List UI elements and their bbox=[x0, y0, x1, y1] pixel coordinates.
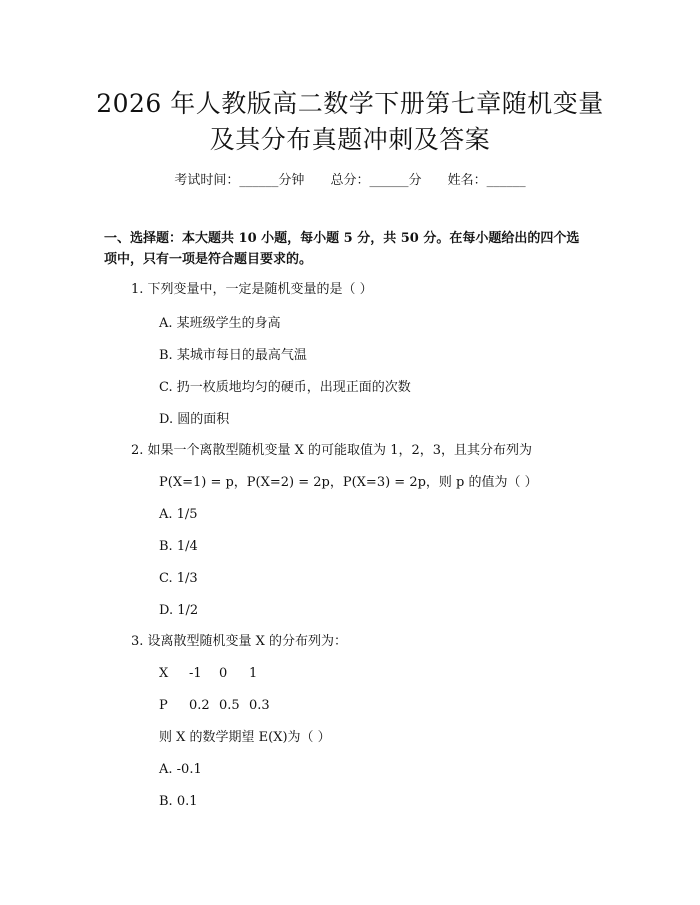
student-name-field: 姓名：______ bbox=[447, 173, 526, 188]
question-3-prompt: 则 X 的数学期望 E(X)为（ ） bbox=[159, 730, 331, 745]
distribution-cell: 0.3 bbox=[249, 698, 270, 713]
document-title-line-1: 2026 年人教版高二数学下册第七章随机变量 bbox=[96, 89, 604, 118]
question-1-option-b: B. 某城市每日的最高气温 bbox=[159, 348, 307, 363]
question-2-option-a: A. 1/5 bbox=[159, 507, 198, 522]
section-heading bbox=[104, 228, 624, 270]
exam-info bbox=[0, 169, 700, 188]
distribution-row-p bbox=[159, 698, 279, 714]
question-2-formula: P(X=1) = p，P(X=2) = 2p，P(X=3) = 2p，则 p 的值为（ ） bbox=[159, 475, 538, 490]
question-1-stem: 1. 下列变量中，一定是随机变量的是（ ） bbox=[131, 282, 373, 297]
distribution-cell: 0.2 bbox=[189, 698, 210, 713]
document-title-line-2: 及其分布真题冲刺及答案 bbox=[209, 125, 491, 154]
question-3-option-b: B. 0.1 bbox=[159, 794, 198, 809]
question-1-option-d: D. 圆的面积 bbox=[159, 412, 230, 427]
distribution-cell: 1 bbox=[249, 666, 258, 681]
exam-time-field: 考试时间：______分钟 bbox=[174, 173, 305, 188]
question-1-option-a: A. 某班级学生的身高 bbox=[159, 316, 281, 331]
distribution-cell: P bbox=[159, 698, 168, 713]
distribution-cell: 0 bbox=[219, 666, 228, 681]
question-2-option-c: C. 1/3 bbox=[159, 571, 198, 586]
distribution-row-x bbox=[159, 666, 279, 682]
distribution-cell: 0.5 bbox=[219, 698, 240, 713]
distribution-cell: X bbox=[159, 666, 169, 681]
section-heading-line-2: 项中，只有一项是符合题目要求的。 bbox=[104, 252, 313, 267]
question-2-stem: 2. 如果一个离散型随机变量 X 的可能取值为 1，2，3，且其分布列为 bbox=[131, 443, 533, 458]
question-3-option-a: A. -0.1 bbox=[159, 762, 202, 777]
section-heading-line-1: 一、选择题：本大题共 10 小题，每小题 5 分，共 50 分。在每小题给出的四个选 bbox=[104, 231, 580, 246]
question-3-stem: 3. 设离散型随机变量 X 的分布列为： bbox=[131, 634, 348, 649]
total-score-field: 总分：______分 bbox=[330, 173, 422, 188]
question-1-option-c: C. 扔一枚质地均匀的硬币，出现正面的次数 bbox=[159, 380, 411, 395]
distribution-cell: -1 bbox=[189, 666, 202, 681]
question-2-option-d: D. 1/2 bbox=[159, 603, 199, 618]
question-2-option-b: B. 1/4 bbox=[159, 539, 198, 554]
